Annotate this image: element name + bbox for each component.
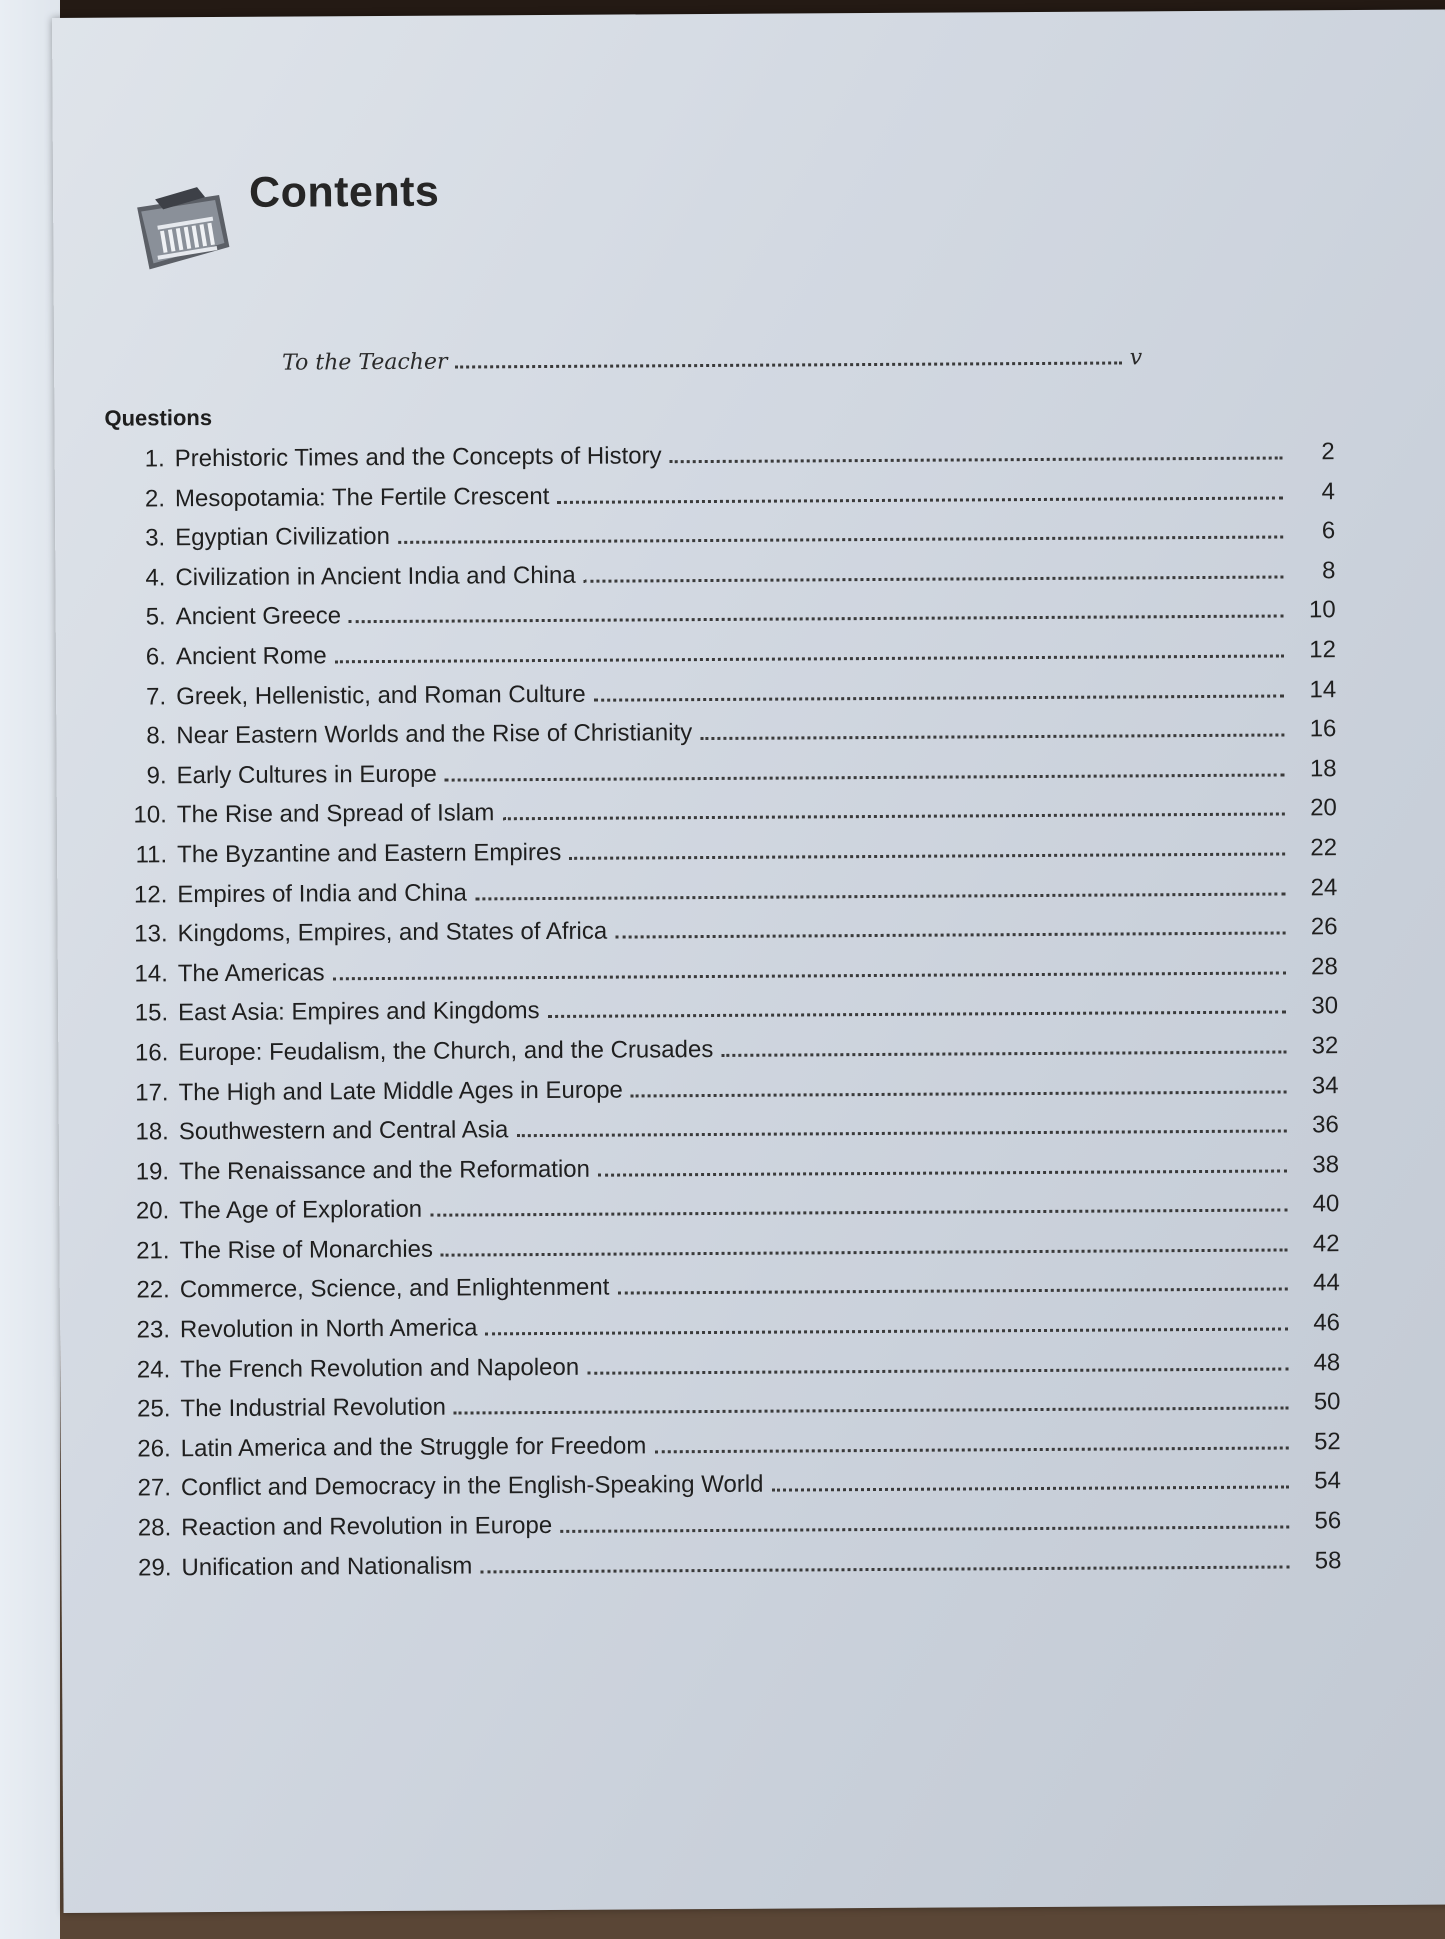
dot-leader [455, 361, 1121, 368]
section-heading-questions: Questions [104, 405, 213, 431]
entry-number: 14. [134, 960, 168, 988]
entry-title: Greek, Hellenistic, and Roman Culture [176, 680, 586, 710]
dot-leader [584, 575, 1284, 582]
entry-title: Reaction and Revolution in Europe [181, 1512, 553, 1542]
entry-title: East Asia: Empires and Kingdoms [177, 997, 540, 1027]
entry-page: 48 [1313, 1348, 1341, 1376]
entry-title: The Byzantine and Eastern Empires [177, 838, 562, 869]
entry-page: 32 [1311, 1032, 1339, 1060]
entry-number: 3. [145, 524, 166, 552]
entry-page: 50 [1313, 1388, 1341, 1416]
entry-title: The Industrial Revolution [180, 1393, 447, 1423]
classical-building-icon [127, 177, 238, 283]
entry-number: 29. [138, 1553, 172, 1582]
entry-title: Kingdoms, Empires, and States of Africa [177, 917, 608, 948]
entry-title: Southwestern and Central Asia [178, 1116, 509, 1146]
dot-leader [670, 456, 1283, 463]
entry-page: 46 [1313, 1309, 1341, 1337]
entry-number: 5. [145, 603, 166, 631]
entry-title: Ancient Greece [175, 602, 342, 631]
entry-page: 36 [1311, 1111, 1339, 1139]
toc-list [85, 438, 1342, 1594]
dot-leader [480, 1565, 1289, 1573]
entry-number: 28. [137, 1514, 172, 1542]
entry-number: 16. [134, 1039, 169, 1067]
entry-title: Mesopotamia: The Fertile Crescent [174, 482, 550, 512]
entry-page: 2 [1321, 438, 1335, 466]
entry-page: 40 [1312, 1190, 1340, 1218]
dot-leader [548, 1011, 1286, 1019]
entry-number: 18. [135, 1118, 169, 1146]
entry-number: 20. [135, 1197, 170, 1225]
dot-leader [721, 1050, 1286, 1056]
entry-number: 12. [133, 880, 168, 909]
entry-number: 17. [135, 1078, 169, 1107]
entry-number: 4. [145, 564, 166, 592]
entry-title: The French Revolution and Napoleon [180, 1353, 580, 1383]
entry-number: 22. [136, 1276, 170, 1304]
dot-leader [398, 536, 1283, 544]
entry-page: 22 [1310, 834, 1338, 862]
entry-number: 25. [137, 1395, 171, 1423]
entry-title: The Rise of Monarchies [179, 1235, 434, 1265]
entry-page: 20 [1310, 794, 1337, 822]
entry-page: 56 [1314, 1507, 1342, 1535]
toc-entry-to-the-teacher[interactable] [282, 345, 1142, 375]
entry-title: The Rise and Spread of Islam [176, 799, 495, 829]
entry-title: Egyptian Civilization [175, 523, 391, 552]
entry-page: 12 [1309, 636, 1336, 664]
entry-page: 14 [1309, 675, 1337, 703]
entry-title: Civilization in Ancient India and China [175, 561, 576, 592]
entry-number: 26. [137, 1435, 171, 1463]
entry-page: 24 [1310, 873, 1338, 901]
dot-leader [557, 496, 1283, 503]
dot-leader [617, 1288, 1287, 1295]
entry-number: 15. [134, 999, 169, 1027]
adjacent-page-edge [0, 0, 60, 1939]
toc-entry[interactable] [91, 1547, 1341, 1594]
entry-page: 54 [1314, 1467, 1342, 1495]
entry-number: 21. [136, 1237, 170, 1265]
entry-number: 9. [146, 762, 167, 790]
entry-number: 10. [133, 801, 167, 829]
dot-leader [598, 1169, 1287, 1176]
entry-number: 19. [135, 1157, 170, 1186]
entry-page: 10 [1308, 596, 1336, 624]
entry-title: Europe: Feudalism, the Church, and the Crusades [178, 1035, 714, 1067]
dot-leader [560, 1526, 1289, 1533]
entry-number: 13. [134, 920, 168, 948]
dot-leader [615, 932, 1285, 939]
dot-leader [430, 1209, 1287, 1217]
entry-page: 6 [1321, 517, 1336, 545]
entry-number: 23. [136, 1316, 171, 1344]
dot-leader [569, 852, 1285, 859]
entry-page: 28 [1311, 952, 1338, 981]
entry-title: Unification and Nationalism [181, 1552, 473, 1581]
dot-leader [333, 971, 1286, 980]
entry-number: 8. [146, 722, 167, 750]
entry-number: 7. [146, 682, 167, 710]
entry-title: Ancient Rome [175, 642, 327, 671]
entry-number: 2. [144, 484, 166, 513]
entry-title: Commerce, Science, and Enlightenment [179, 1274, 610, 1304]
entry-title: Near Eastern Worlds and the Rise of Christianity [176, 719, 693, 750]
entry-title: The Renaissance and the Reformation [178, 1155, 591, 1185]
entry-page: 52 [1313, 1427, 1341, 1456]
entry-number: 11. [135, 841, 168, 869]
entry-page: 38 [1312, 1150, 1340, 1179]
entry-title: Revolution in North America [179, 1314, 478, 1344]
entry-title: Early Cultures in Europe [176, 760, 437, 790]
entry-title: The Americas [177, 959, 325, 987]
entry-title: To the Teacher [282, 349, 448, 376]
contents-page [52, 9, 1445, 1912]
dot-leader [475, 892, 1286, 900]
entry-title: The Age of Exploration [179, 1196, 423, 1225]
entry-page: 34 [1311, 1071, 1339, 1099]
entry-title: The High and Late Middle Ages in Europe [178, 1076, 623, 1106]
entry-page: 16 [1309, 715, 1337, 743]
entry-page: 42 [1312, 1230, 1340, 1258]
dot-leader [349, 615, 1284, 624]
entry-number: 27. [137, 1474, 172, 1502]
entry-number: 24. [136, 1355, 171, 1384]
dot-leader [335, 654, 1284, 663]
entry-number: 6. [145, 643, 166, 671]
entry-page: v [1129, 345, 1143, 371]
dot-leader [454, 1407, 1289, 1415]
dot-leader [772, 1486, 1289, 1492]
dot-leader [654, 1446, 1288, 1453]
dot-leader [594, 694, 1284, 701]
dot-leader [486, 1328, 1289, 1336]
dot-leader [445, 773, 1285, 781]
dot-leader [631, 1090, 1287, 1097]
entry-title: Empires of India and China [177, 879, 467, 908]
entry-page: 26 [1310, 913, 1338, 941]
dot-leader [587, 1367, 1288, 1374]
entry-title: Conflict and Democracy in the English-Speaking World [180, 1471, 764, 1502]
entry-page: 30 [1311, 992, 1339, 1020]
entry-page: 44 [1312, 1269, 1340, 1297]
dot-leader [502, 813, 1285, 821]
entry-page: 8 [1321, 556, 1336, 585]
entry-title: Prehistoric Times and the Concepts of History [174, 442, 662, 473]
entry-page: 58 [1314, 1546, 1342, 1574]
entry-number: 1. [144, 445, 165, 473]
dot-leader [516, 1130, 1286, 1138]
dot-leader [700, 734, 1284, 741]
entry-page: 18 [1309, 754, 1337, 783]
page-title: Contents [248, 167, 440, 217]
entry-page: 4 [1321, 477, 1335, 505]
entry-title: Latin America and the Struggle for Freedom [180, 1432, 647, 1463]
dot-leader [441, 1248, 1288, 1256]
